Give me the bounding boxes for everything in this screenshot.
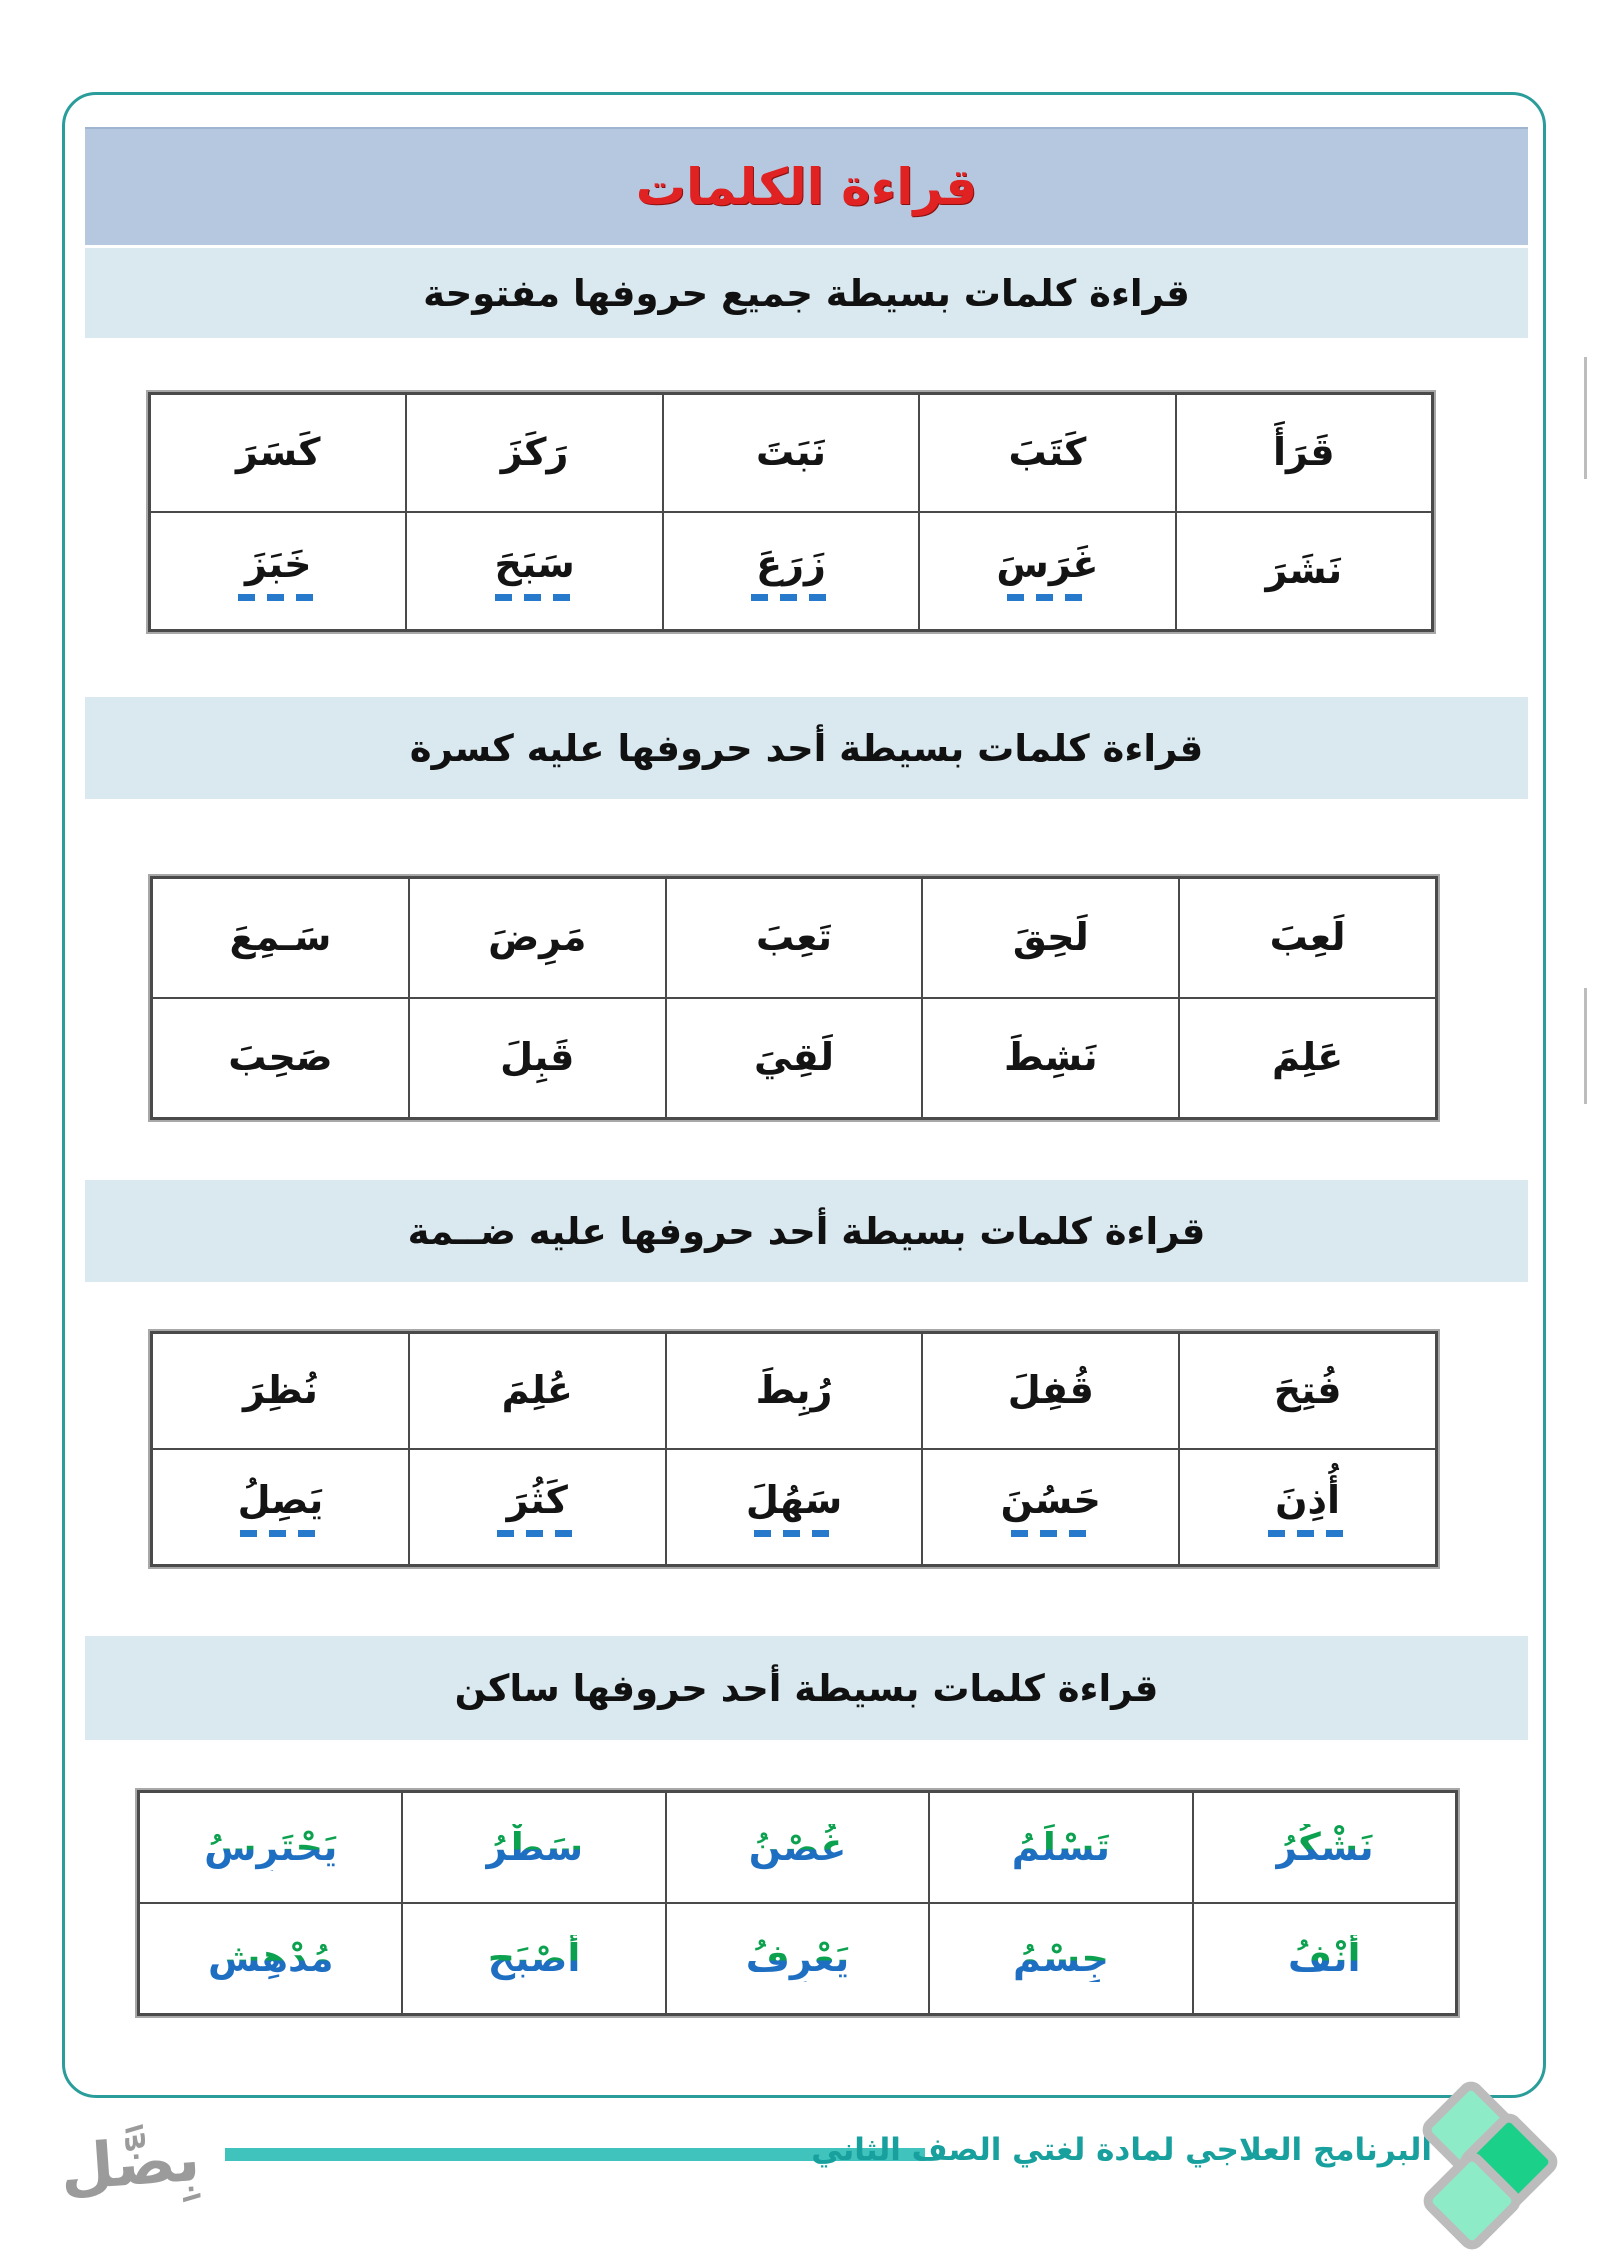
word-text: يَحْتَرِسُ <box>204 1824 337 1872</box>
word-text: فُتِحَ <box>1273 1368 1342 1413</box>
word-cell <box>139 1792 402 1903</box>
word-cell <box>402 1903 665 2014</box>
word-cell <box>150 512 406 630</box>
word-cell <box>406 394 662 512</box>
word-text: نُظِرَ <box>242 1368 318 1413</box>
word-text: يَصِلُ <box>237 1478 324 1523</box>
word-cell <box>929 1792 1192 1903</box>
word-cell <box>922 998 1179 1118</box>
section-header-kasra: قراءة كلمات بسيطة أحد حروفها عليه كسرة <box>409 726 1204 770</box>
word-text: خَبَزَ <box>244 542 312 587</box>
word-cell <box>1179 1449 1436 1565</box>
word-cell <box>666 998 923 1118</box>
word-text: عَلِمَ <box>1271 1035 1344 1080</box>
word-cell <box>152 878 409 998</box>
word-text: نَشْكُرُ <box>1275 1824 1374 1872</box>
word-cell <box>152 998 409 1118</box>
section-header-damma: قراءة كلمات بسيطة أحد حروفها عليه ضــمة <box>407 1209 1206 1253</box>
word-text: كَسَرَ <box>236 430 321 475</box>
publisher-calligraphy-logo: بِضَّل <box>57 2121 203 2205</box>
word-cell <box>1176 394 1432 512</box>
section-header-banner-fatha <box>85 248 1528 338</box>
word-cell <box>409 998 666 1118</box>
word-text: غَرَسَ <box>996 542 1099 587</box>
word-text: قَبِلَ <box>500 1035 575 1080</box>
word-cell <box>402 1792 665 1903</box>
underline-dashes <box>238 594 318 601</box>
word-cell <box>663 394 919 512</box>
word-text: سَهُلَ <box>745 1478 843 1523</box>
word-cell <box>409 878 666 998</box>
word-cell <box>1193 1903 1456 2014</box>
word-cell <box>152 1333 409 1449</box>
word-cell <box>1179 998 1436 1118</box>
word-text: لَحِقَ <box>1012 915 1089 960</box>
word-cell <box>1176 512 1432 630</box>
footer-program-label: البرنامج العلاجي لمادة لغتي الصف الثاني <box>811 2132 1432 2168</box>
word-cell <box>922 878 1179 998</box>
word-table-sakin <box>137 1790 1458 2016</box>
word-text: كَثُرَ <box>506 1478 568 1523</box>
word-text: صَحِبَ <box>228 1035 333 1080</box>
page-edge-mark <box>1584 988 1587 1104</box>
word-text: رُبِطَ <box>755 1368 833 1413</box>
word-text: أُذِنَ <box>1275 1478 1341 1523</box>
word-cell <box>666 878 923 998</box>
word-cell <box>666 1792 929 1903</box>
underline-dashes <box>240 1530 320 1537</box>
word-cell <box>1193 1792 1456 1903</box>
word-text: حَسُنَ <box>1000 1478 1101 1523</box>
word-text: سَبَحَ <box>494 542 575 587</box>
word-text: رَكَزَ <box>500 430 569 475</box>
word-cell <box>139 1903 402 2014</box>
word-text: نَبَتَ <box>756 430 827 475</box>
word-text: تَعِبَ <box>756 915 832 960</box>
word-table-fatha <box>148 392 1434 632</box>
word-table-kasra <box>150 876 1438 1120</box>
word-text: تَسْلَمُ <box>1012 1824 1110 1872</box>
word-cell <box>666 1449 923 1565</box>
page-edge-mark <box>1584 357 1587 479</box>
word-cell <box>409 1333 666 1449</box>
word-text: لَعِبَ <box>1269 915 1346 960</box>
section-header-banner-sakin <box>85 1636 1528 1740</box>
word-cell <box>1179 878 1436 998</box>
word-cell <box>922 1449 1179 1565</box>
word-cell <box>922 1333 1179 1449</box>
word-text: جِسْمُ <box>1013 1935 1109 1983</box>
word-cell <box>1179 1333 1436 1449</box>
word-cell <box>919 512 1175 630</box>
word-text: عُلِمَ <box>501 1368 573 1413</box>
section-header-fatha: قراءة كلمات بسيطة جميع حروفها مفتوحة <box>423 271 1190 315</box>
word-text: قُفِلَ <box>1007 1368 1094 1413</box>
word-cell <box>929 1903 1192 2014</box>
page-title-banner <box>85 127 1528 245</box>
word-text: زَرَعَ <box>756 542 826 587</box>
word-text: لَقِيَ <box>753 1035 835 1080</box>
word-cell <box>919 394 1175 512</box>
word-cell <box>666 1333 923 1449</box>
word-text: مُدْهِش <box>208 1935 334 1983</box>
underline-dashes <box>1268 1530 1348 1537</box>
word-cell <box>663 512 919 630</box>
word-text: أَصْبَح <box>488 1935 581 1983</box>
underline-dashes <box>1007 594 1087 601</box>
underline-dashes <box>754 1530 834 1537</box>
word-text: كَتَبَ <box>1008 430 1087 475</box>
word-text: يَعْرِفُ <box>746 1935 850 1983</box>
word-text: قَرَأَ <box>1273 430 1335 475</box>
section-header-banner-damma <box>85 1180 1528 1282</box>
underline-dashes <box>495 594 575 601</box>
word-cell <box>409 1449 666 1565</box>
word-text: سَطْرُ <box>485 1824 583 1872</box>
word-cell <box>150 394 406 512</box>
section-header-sakin: قراءة كلمات بسيطة أحد حروفها ساكن <box>454 1666 1159 1710</box>
word-text: غُصْنُ <box>749 1824 847 1872</box>
word-text: أَنْفُ <box>1288 1935 1361 1983</box>
underline-dashes <box>751 594 831 601</box>
word-table-damma <box>150 1331 1438 1567</box>
word-cell <box>152 1449 409 1565</box>
section-header-banner-kasra <box>85 697 1528 799</box>
word-cell <box>666 1903 929 2014</box>
word-cell <box>406 512 662 630</box>
page-title: قراءة الكلمات <box>635 158 978 216</box>
word-text: سَـمِعَ <box>229 915 332 960</box>
underline-dashes <box>497 1530 577 1537</box>
word-text: نَشِطَ <box>1003 1035 1098 1080</box>
underline-dashes <box>1011 1530 1091 1537</box>
word-text: مَرِضَ <box>488 915 587 960</box>
word-text: نَشَرَ <box>1265 548 1343 593</box>
